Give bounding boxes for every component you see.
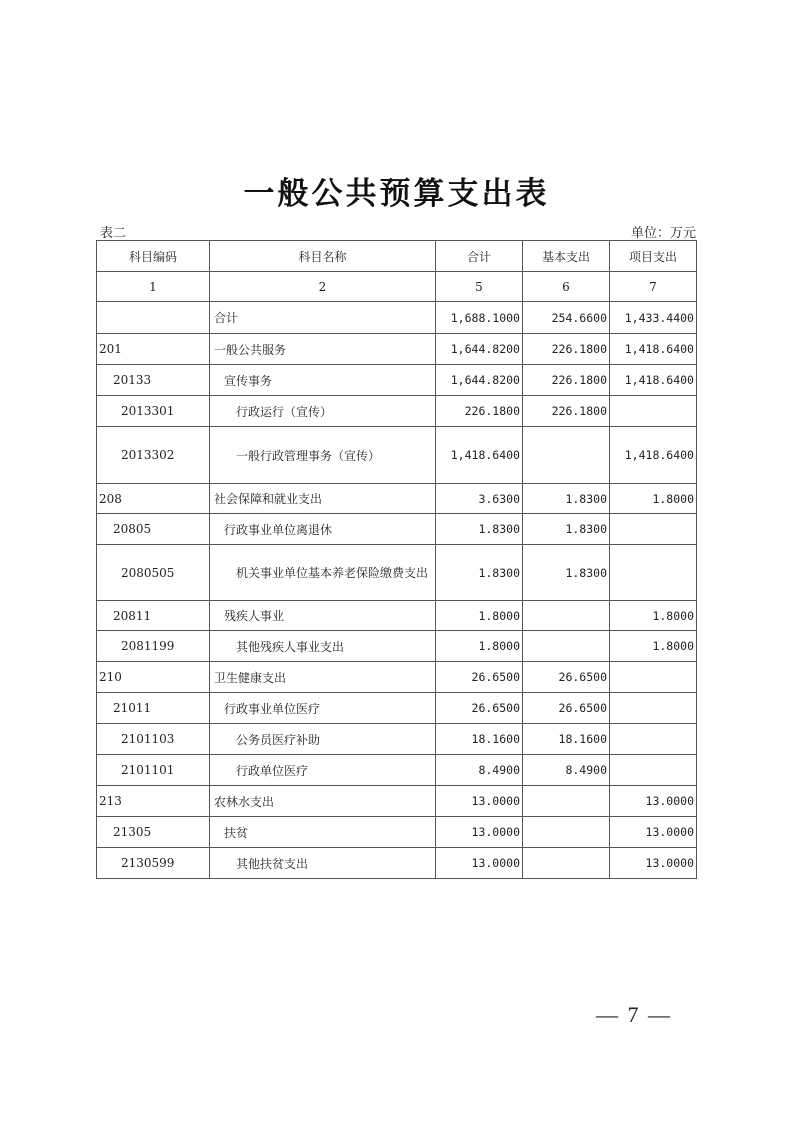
total-cell: 8.4900 xyxy=(436,755,523,786)
total-cell: 1,644.8200 xyxy=(436,334,523,365)
basic-cell xyxy=(523,786,610,817)
table-row xyxy=(97,302,697,334)
project-cell xyxy=(610,514,697,545)
table-row xyxy=(97,545,697,601)
code-cell: 2101101 xyxy=(97,755,210,786)
name-cell: 卫生健康支出 xyxy=(210,662,436,693)
basic-cell xyxy=(523,601,610,631)
col-number: 1 xyxy=(97,272,210,302)
table-row xyxy=(97,396,697,427)
table-row xyxy=(97,724,697,755)
basic-cell: 254.6600 xyxy=(523,302,610,334)
table-row xyxy=(97,365,697,396)
basic-cell: 1.8300 xyxy=(523,484,610,514)
table-row xyxy=(97,693,697,724)
table-row xyxy=(97,334,697,365)
project-cell xyxy=(610,662,697,693)
header-total: 合计 xyxy=(436,241,523,272)
name-cell: 机关事业单位基本养老保险缴费支出 xyxy=(210,545,436,601)
table-row xyxy=(97,601,697,631)
total-cell: 3.6300 xyxy=(436,484,523,514)
project-cell: 1,418.6400 xyxy=(610,334,697,365)
name-cell: 行政运行（宣传） xyxy=(210,396,436,427)
name-cell: 农林水支出 xyxy=(210,786,436,817)
total-cell: 1.8300 xyxy=(436,514,523,545)
code-cell: 201 xyxy=(97,334,210,365)
code-cell: 2081199 xyxy=(97,631,210,662)
name-cell: 一般公共服务 xyxy=(210,334,436,365)
table-row xyxy=(97,662,697,693)
basic-cell: 26.6500 xyxy=(523,693,610,724)
basic-cell: 226.1800 xyxy=(523,334,610,365)
project-cell: 1,418.6400 xyxy=(610,427,697,484)
name-cell: 合计 xyxy=(210,302,436,334)
basic-cell xyxy=(523,427,610,484)
table-row xyxy=(97,786,697,817)
code-cell xyxy=(97,302,210,334)
name-cell: 宣传事务 xyxy=(210,365,436,396)
name-cell: 社会保障和就业支出 xyxy=(210,484,436,514)
total-cell: 226.1800 xyxy=(436,396,523,427)
name-cell: 行政事业单位离退休 xyxy=(210,514,436,545)
col-number: 7 xyxy=(610,272,697,302)
table-row xyxy=(97,631,697,662)
name-cell: 公务员医疗补助 xyxy=(210,724,436,755)
basic-cell: 226.1800 xyxy=(523,365,610,396)
code-cell: 20805 xyxy=(97,514,210,545)
name-cell: 行政事业单位医疗 xyxy=(210,693,436,724)
budget-table xyxy=(96,240,697,879)
basic-cell: 1.8300 xyxy=(523,514,610,545)
code-cell: 20811 xyxy=(97,601,210,631)
project-cell xyxy=(610,396,697,427)
table-tag: 表二 xyxy=(100,226,127,241)
total-cell: 1.8000 xyxy=(436,631,523,662)
project-cell: 1,418.6400 xyxy=(610,365,697,396)
code-cell: 21305 xyxy=(97,817,210,848)
total-cell: 1,688.1000 xyxy=(436,302,523,334)
name-cell: 其他扶贫支出 xyxy=(210,848,436,879)
name-cell: 行政单位医疗 xyxy=(210,755,436,786)
project-cell xyxy=(610,545,697,601)
column-number-row xyxy=(97,272,697,302)
basic-cell xyxy=(523,631,610,662)
basic-cell: 226.1800 xyxy=(523,396,610,427)
total-cell: 1.8000 xyxy=(436,601,523,631)
project-cell: 1.8000 xyxy=(610,484,697,514)
project-cell xyxy=(610,693,697,724)
name-cell: 其他残疾人事业支出 xyxy=(210,631,436,662)
header-row xyxy=(97,241,697,272)
name-cell: 一般行政管理事务（宣传） xyxy=(210,427,436,484)
code-cell: 213 xyxy=(97,786,210,817)
basic-cell: 8.4900 xyxy=(523,755,610,786)
table-row xyxy=(97,817,697,848)
project-cell xyxy=(610,755,697,786)
project-cell: 1.8000 xyxy=(610,631,697,662)
code-cell: 210 xyxy=(97,662,210,693)
project-cell xyxy=(610,724,697,755)
code-cell: 21011 xyxy=(97,693,210,724)
project-cell: 1.8000 xyxy=(610,601,697,631)
code-cell: 20133 xyxy=(97,365,210,396)
total-cell: 1,644.8200 xyxy=(436,365,523,396)
col-number: 6 xyxy=(523,272,610,302)
basic-cell: 1.8300 xyxy=(523,545,610,601)
code-cell: 2101103 xyxy=(97,724,210,755)
table-row xyxy=(97,484,697,514)
table-row xyxy=(97,755,697,786)
header-name: 科目名称 xyxy=(210,241,436,272)
total-cell: 26.6500 xyxy=(436,662,523,693)
table-body xyxy=(97,302,697,879)
code-cell: 2013301 xyxy=(97,396,210,427)
col-number: 2 xyxy=(210,272,436,302)
name-cell: 扶贫 xyxy=(210,817,436,848)
basic-cell xyxy=(523,848,610,879)
header-code: 科目编码 xyxy=(97,241,210,272)
total-cell: 1.8300 xyxy=(436,545,523,601)
table-row xyxy=(97,427,697,484)
col-number: 5 xyxy=(436,272,523,302)
basic-cell: 18.1600 xyxy=(523,724,610,755)
page-title: 一般公共预算支出表 xyxy=(243,176,550,212)
total-cell: 13.0000 xyxy=(436,848,523,879)
project-cell: 13.0000 xyxy=(610,848,697,879)
code-cell: 2013302 xyxy=(97,427,210,484)
basic-cell xyxy=(523,817,610,848)
table-row xyxy=(97,848,697,879)
project-cell: 1,433.4400 xyxy=(610,302,697,334)
project-cell: 13.0000 xyxy=(610,817,697,848)
code-cell: 208 xyxy=(97,484,210,514)
project-cell: 13.0000 xyxy=(610,786,697,817)
code-cell: 2080505 xyxy=(97,545,210,601)
total-cell: 26.6500 xyxy=(436,693,523,724)
code-cell: 2130599 xyxy=(97,848,210,879)
header-basic: 基本支出 xyxy=(523,241,610,272)
total-cell: 18.1600 xyxy=(436,724,523,755)
name-cell: 残疾人事业 xyxy=(210,601,436,631)
total-cell: 13.0000 xyxy=(436,786,523,817)
basic-cell: 26.6500 xyxy=(523,662,610,693)
unit-label: 单位：万元 xyxy=(630,226,696,241)
total-cell: 1,418.6400 xyxy=(436,427,523,484)
table-row xyxy=(97,514,697,545)
header-project: 项目支出 xyxy=(610,241,697,272)
page-number: — 7 — xyxy=(596,1002,672,1027)
total-cell: 13.0000 xyxy=(436,817,523,848)
